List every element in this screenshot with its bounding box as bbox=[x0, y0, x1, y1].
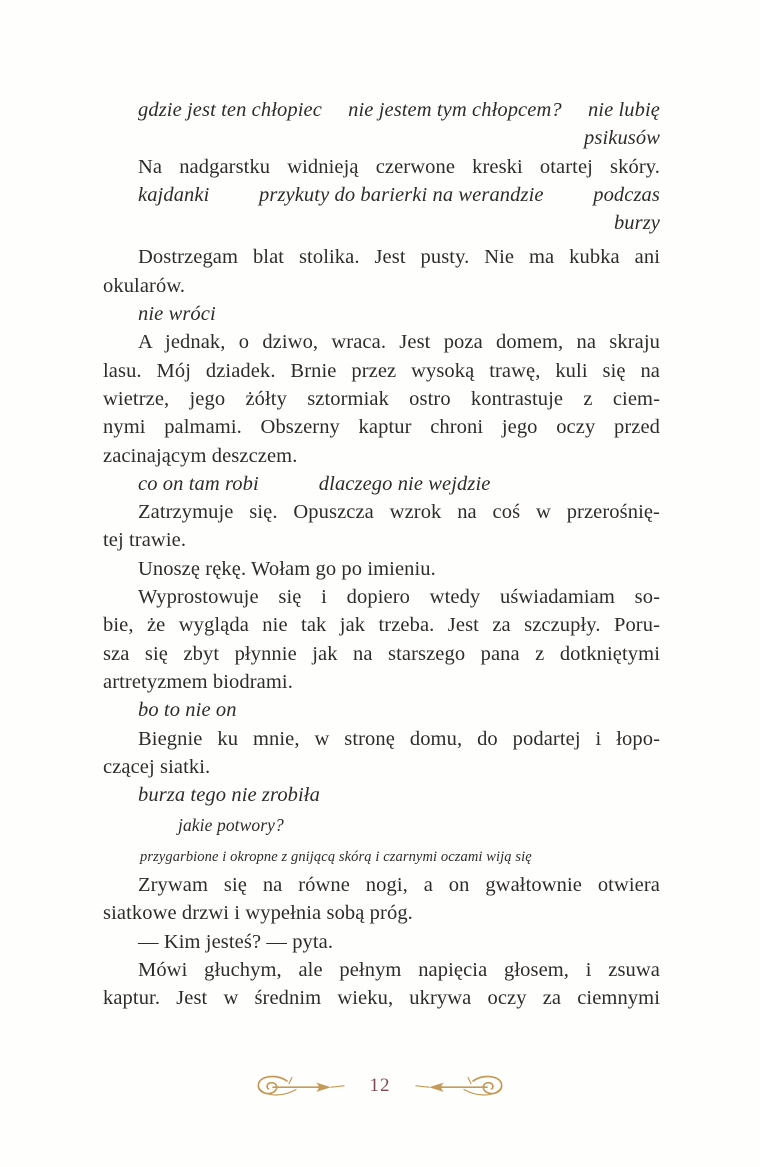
inner-voice-phrase: co on tam robi bbox=[138, 472, 259, 495]
text-line: Unoszę rękę. Wołam go po imieniu. bbox=[138, 557, 436, 580]
inner-voice-line: burza tego nie zrobiła bbox=[138, 784, 320, 807]
inner-voice-line: bo to nie on bbox=[138, 699, 237, 722]
text-line: — Kim jesteś? — pyta. bbox=[138, 930, 334, 953]
flourish-arrow-right-icon bbox=[253, 1073, 345, 1099]
inner-voice-phrase: podczas bbox=[593, 183, 660, 206]
text-line: czącej siatki. bbox=[103, 755, 211, 778]
text-line: lasu. Mój dziadek. Brnie przez wysoką trawę, kuli się na bbox=[103, 359, 660, 382]
text-line: siatkowe drzwi i wypełnia sobą próg. bbox=[103, 902, 413, 925]
inner-voice-phrase: kajdanki bbox=[138, 183, 210, 206]
inner-voice-phrase: nie jestem tym chłopcem? bbox=[348, 99, 562, 121]
text-line: kaptur. Jest w średnim wieku, ukrywa oczy za ciemnymi bbox=[103, 987, 660, 1010]
text-line: Wyprostowuje się i dopiero wtedy uświadamiam so- bbox=[138, 586, 660, 609]
page-text bbox=[103, 96, 660, 1013]
inner-voice-phrase: nie lubię bbox=[587, 99, 660, 121]
inner-voice-line bbox=[103, 470, 660, 498]
inner-voice-phrase: gdzie jest ten chłopiec bbox=[138, 99, 322, 121]
text-line: Na nadgarstku widnieją czerwone kreski otartej skóry. bbox=[138, 155, 660, 178]
text-line: A jednak, o dziwo, wraca. Jest poza domem, na skraju bbox=[138, 331, 660, 354]
text-line: wietrze, jego żółty sztormiak ostro kontrastuje z ciem- bbox=[103, 387, 660, 410]
inner-voice-line: przygarbione i okropne z gnijącą skórą i czarnymi oczami wiją się bbox=[140, 848, 532, 865]
page-number: 12 bbox=[369, 1075, 391, 1096]
inner-voice-line: psikusów bbox=[584, 127, 660, 150]
inner-voice-line: burzy bbox=[613, 212, 660, 235]
inner-voice-line bbox=[103, 96, 660, 124]
text-line: artretyzmem biodrami. bbox=[103, 670, 293, 693]
text-line: Zrywam się na równe nogi, a on gwałtownie otwiera bbox=[138, 874, 660, 897]
text-line: nymi palmami. Obszerny kaptur chroni jego oczy przed bbox=[103, 416, 660, 439]
inner-voice-phrase: przykuty do barierki na werandzie bbox=[259, 183, 544, 206]
text-line: bie, że wygląda nie tak jak trzeba. Jest za szczupły. Poru- bbox=[103, 614, 660, 637]
page-footer bbox=[0, 1066, 760, 1106]
text-line: Biegnie ku mnie, w stronę domu, do podartej i łopo- bbox=[138, 727, 660, 750]
inner-voice-phrase: dlaczego nie wejdzie bbox=[318, 472, 491, 495]
inner-voice-line bbox=[103, 181, 660, 209]
text-line: sza się zbyt płynnie jak na starszego pana z dotkniętymi bbox=[103, 642, 660, 665]
inner-voice-line: nie wróci bbox=[138, 303, 216, 326]
text-line: Dostrzegam blat stolika. Jest pusty. Nie ma kubka ani bbox=[138, 246, 660, 269]
text-line: Mówi głuchym, ale pełnym napięcia głosem, i zsuwa bbox=[138, 958, 660, 981]
text-line: zacinającym deszczem. bbox=[103, 444, 298, 467]
inner-voice-line: jakie potwory? bbox=[178, 815, 284, 836]
text-line: tej trawie. bbox=[103, 529, 187, 552]
text-line: Zatrzymuje się. Opuszcza wzrok na coś w przerośnię- bbox=[138, 501, 660, 524]
flourish-arrow-left-icon bbox=[415, 1073, 507, 1099]
text-line: okularów. bbox=[103, 274, 186, 297]
